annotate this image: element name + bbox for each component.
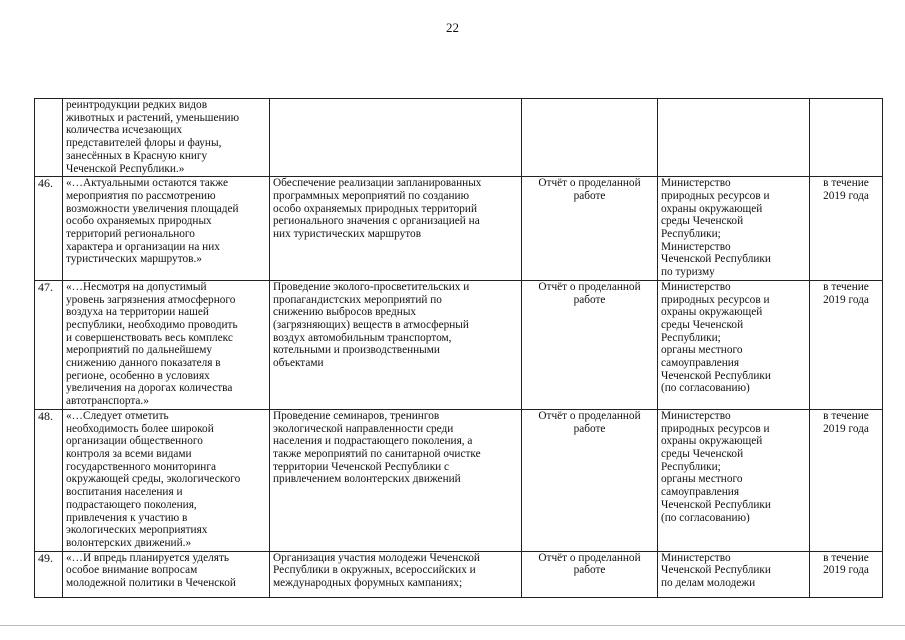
row-number: 47. bbox=[35, 280, 63, 409]
table-row bbox=[35, 99, 883, 177]
cell-text-line: международных форумных кампаниях; bbox=[273, 577, 463, 590]
executor-cell bbox=[658, 99, 810, 177]
cell-text-line: работе bbox=[573, 293, 606, 306]
cell-text-line: среды Чеченской bbox=[661, 447, 744, 460]
cell-text-line: территории Чеченской Республики с bbox=[273, 460, 450, 473]
cell-text-line: Чеченской Республики bbox=[661, 498, 771, 511]
cell-text-line: 2019 года bbox=[823, 422, 869, 435]
cell-text-line: Министерство bbox=[661, 177, 731, 190]
cell-text-line: также мероприятий по санитарной очистке bbox=[273, 447, 481, 460]
cell-text-line: воспитания населения и bbox=[66, 486, 183, 499]
cell-text-line: государственного мониторинга bbox=[66, 460, 217, 473]
address-quote-cell bbox=[63, 177, 270, 281]
cell-text-line: Обеспечение реализации запланированных bbox=[273, 177, 482, 190]
cell-text-line: (загрязняющих) веществ в атмосферный bbox=[273, 318, 469, 331]
cell-text-line: в течение bbox=[823, 280, 869, 293]
cell-text-line: характера и организации на них bbox=[66, 240, 220, 253]
address-quote-cell bbox=[63, 99, 270, 177]
measure-cell bbox=[270, 177, 522, 281]
cell-text-line: работе bbox=[573, 422, 606, 435]
cell-text-line: природных ресурсов и bbox=[661, 293, 770, 306]
measure-cell bbox=[270, 99, 522, 177]
cell-text-line: 2019 года bbox=[823, 189, 869, 202]
cell-text-line: снижению выбросов вредных bbox=[273, 306, 417, 319]
cell-text-line: окружающей среды, экологического bbox=[66, 473, 241, 486]
cell-text-line: по туризму bbox=[661, 266, 715, 279]
cell-text-line: органы местного bbox=[661, 344, 743, 357]
cell-text-line: организации общественного bbox=[66, 435, 203, 448]
cell-text-line: животных и растений, уменьшению bbox=[66, 111, 240, 124]
cell-text-line: территорий регионального bbox=[66, 228, 195, 241]
cell-text-line: (по согласованию) bbox=[661, 382, 750, 395]
completion-form-cell bbox=[522, 551, 658, 597]
measure-cell bbox=[270, 409, 522, 551]
cell-text-line: Министерство bbox=[661, 551, 731, 564]
cell-text-line: Чеченской Республики bbox=[661, 369, 771, 382]
row-number: 49. bbox=[35, 551, 63, 597]
cell-text-line: (по согласованию) bbox=[661, 511, 750, 524]
term-cell bbox=[810, 99, 883, 177]
cell-text-line: в течение bbox=[823, 551, 869, 564]
cell-text-line: Отчёт о проделанной bbox=[538, 280, 641, 293]
cell-text-line: представителей флоры и фауны, bbox=[66, 137, 222, 150]
cell-text-line: работе bbox=[573, 189, 606, 202]
cell-text-line: особое внимание вопросам bbox=[66, 564, 198, 577]
cell-text-line: регионального значения с организацией на bbox=[273, 215, 480, 228]
cell-text-line: Отчёт о проделанной bbox=[538, 551, 641, 564]
cell-text-line: Чеченской Республики bbox=[661, 253, 771, 266]
table-row bbox=[35, 177, 883, 281]
completion-form-cell bbox=[522, 280, 658, 409]
cell-text-line: уровень загрязнения атмосферного bbox=[66, 293, 236, 306]
page-number: 22 bbox=[446, 20, 459, 35]
cell-text-line: объектами bbox=[273, 357, 324, 370]
cell-text-line: снижению данного показателя в bbox=[66, 357, 221, 370]
cell-text-line: занесённых в Красную книгу bbox=[66, 149, 208, 162]
cell-text-line: подрастающего поколения, bbox=[66, 498, 197, 511]
cell-text-line: воздух автомобильным транспортом, bbox=[273, 331, 452, 344]
cell-text-line: Проведение семинаров, тренингов bbox=[273, 409, 440, 422]
cell-text-line: привлечением волонтерских движений bbox=[273, 473, 461, 486]
table-row bbox=[35, 280, 883, 409]
cell-text-line: в течение bbox=[823, 177, 869, 190]
cell-text-line: Министерство bbox=[661, 409, 731, 422]
cell-text-line: Чеченской Республики.» bbox=[66, 162, 185, 175]
address-quote-cell bbox=[63, 409, 270, 551]
cell-text-line: Республики в окружных, всероссийских и bbox=[273, 564, 476, 577]
page-bottom-edge bbox=[0, 625, 905, 626]
cell-text-line: Республики; bbox=[661, 460, 721, 473]
cell-text-line: самоуправления bbox=[661, 486, 740, 499]
cell-text-line: Отчёт о проделанной bbox=[538, 177, 641, 190]
cell-text-line: охраны окружающей bbox=[661, 435, 763, 448]
executor-cell bbox=[658, 280, 810, 409]
cell-text-line: особо охраняемых природных территорий bbox=[273, 202, 477, 215]
cell-text-line: регионе, особенно в условиях bbox=[66, 369, 210, 382]
cell-text-line: реинтродукции редких видов bbox=[66, 99, 208, 111]
cell-text-line: Министерство bbox=[661, 240, 731, 253]
table-row bbox=[35, 409, 883, 551]
completion-form-cell bbox=[522, 409, 658, 551]
cell-text-line: органы местного bbox=[661, 473, 743, 486]
cell-text-line: населения и подрастающего поколения, а bbox=[273, 435, 473, 448]
cell-text-line: экологической направленности среди bbox=[273, 422, 454, 435]
completion-form-cell bbox=[522, 177, 658, 281]
cell-text-line: работе bbox=[573, 564, 606, 577]
cell-text-line: возможности увеличения площадей bbox=[66, 202, 239, 215]
executor-cell bbox=[658, 409, 810, 551]
cell-text-line: пропагандистских мероприятий по bbox=[273, 293, 442, 306]
cell-text-line: мероприятий по дальнейшему bbox=[66, 344, 213, 357]
cell-text-line: республики, необходимо проводить bbox=[66, 318, 238, 331]
cell-text-line: программных мероприятий по созданию bbox=[273, 189, 470, 202]
cell-text-line: необходимость более широкой bbox=[66, 422, 214, 435]
cell-text-line: воздуха на территории нашей bbox=[66, 306, 209, 319]
row-number: 46. bbox=[35, 177, 63, 281]
completion-form-cell bbox=[522, 99, 658, 177]
cell-text-line: природных ресурсов и bbox=[661, 422, 770, 435]
cell-text-line: привлечения к участию в bbox=[66, 511, 188, 524]
cell-text-line: них туристических маршрутов bbox=[273, 228, 422, 241]
cell-text-line: природных ресурсов и bbox=[661, 189, 770, 202]
cell-text-line: особо охраняемых природных bbox=[66, 215, 212, 228]
executor-cell bbox=[658, 551, 810, 597]
address-quote-cell bbox=[63, 551, 270, 597]
cell-text-line: котельными и производственными bbox=[273, 344, 440, 357]
row-number bbox=[35, 99, 63, 177]
cell-text-line: туристических маршрутов.» bbox=[66, 253, 202, 266]
cell-text-line: молодежной политики в Чеченской bbox=[66, 577, 236, 590]
table-row bbox=[35, 551, 883, 597]
cell-text-line: мероприятия по рассмотрению bbox=[66, 189, 216, 202]
action-plan-table bbox=[34, 98, 883, 598]
term-cell bbox=[810, 409, 883, 551]
cell-text-line: волонтерских движений.» bbox=[66, 536, 192, 549]
term-cell bbox=[810, 280, 883, 409]
cell-text-line: и совершенствовать весь комплекс bbox=[66, 331, 233, 344]
cell-text-line: самоуправления bbox=[661, 357, 740, 370]
cell-text-line: «…Актуальными остаются также bbox=[66, 177, 228, 190]
cell-text-line: экологических мероприятиях bbox=[66, 524, 208, 537]
cell-text-line: Республики; bbox=[661, 331, 721, 344]
cell-text-line: Министерство bbox=[661, 280, 731, 293]
cell-text-line: в течение bbox=[823, 409, 869, 422]
cell-text-line: по делам молодежи bbox=[661, 577, 756, 590]
term-cell bbox=[810, 177, 883, 281]
cell-text-line: Республики; bbox=[661, 228, 721, 241]
measure-cell bbox=[270, 280, 522, 409]
cell-text-line: увеличения на дорогах количества bbox=[66, 382, 233, 395]
cell-text-line: охраны окружающей bbox=[661, 306, 763, 319]
cell-text-line: 2019 года bbox=[823, 564, 869, 577]
cell-text-line: среды Чеченской bbox=[661, 318, 744, 331]
cell-text-line: 2019 года bbox=[823, 293, 869, 306]
cell-text-line: Организация участия молодежи Чеченской bbox=[273, 551, 480, 564]
executor-cell bbox=[658, 177, 810, 281]
cell-text-line: контроля за всеми видами bbox=[66, 447, 192, 460]
cell-text-line: «…Следует отметить bbox=[66, 409, 169, 422]
term-cell bbox=[810, 551, 883, 597]
measure-cell bbox=[270, 551, 522, 597]
cell-text-line: «…Несмотря на допустимый bbox=[66, 280, 207, 293]
cell-text-line: охраны окружающей bbox=[661, 202, 763, 215]
row-number: 48. bbox=[35, 409, 63, 551]
cell-text-line: автотранспорта.» bbox=[66, 395, 149, 408]
cell-text-line: «…И впредь планируется уделять bbox=[66, 551, 230, 564]
cell-text-line: Чеченской Республики bbox=[661, 564, 771, 577]
cell-text-line: среды Чеченской bbox=[661, 215, 744, 228]
address-quote-cell bbox=[63, 280, 270, 409]
cell-text-line: количества исчезающих bbox=[66, 124, 183, 137]
cell-text-line: Отчёт о проделанной bbox=[538, 409, 641, 422]
cell-text-line: Проведение эколого-просветительских и bbox=[273, 280, 470, 293]
